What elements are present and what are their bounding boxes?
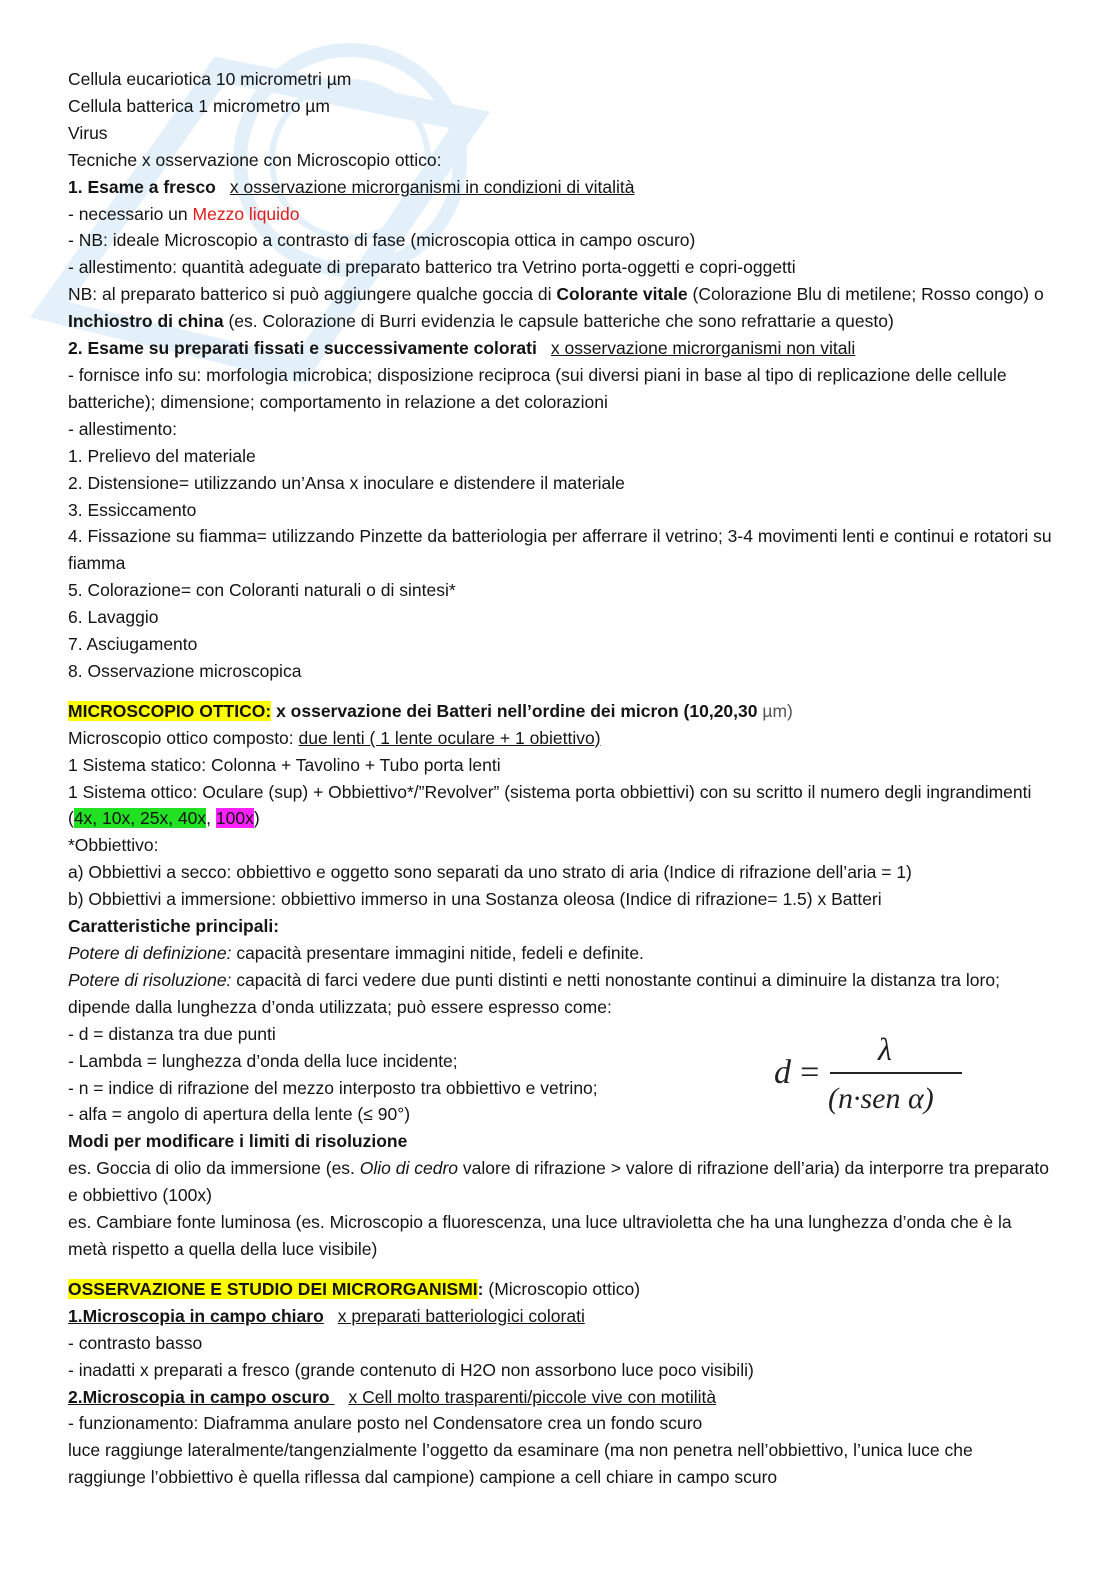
subheading-modi: Modi per modificare i limiti di risoluzione: [68, 1131, 408, 1152]
section-heading-esame-fissati: [68, 335, 1053, 362]
list-item: 1. Prelievo del materiale: [68, 445, 256, 466]
subheading-caratteristiche: Caratteristiche principali:: [68, 916, 280, 937]
text-fragment: valore di rifrazione > valore di rifrazione dell’aria) da interporre tra preparato e obbiettivo (100x): [68, 1158, 1049, 1206]
text-line: Tecniche x osservazione con Microscopio ottico:: [68, 149, 442, 170]
list-item: - d = distanza tra due punti: [68, 1023, 276, 1044]
text-paragraph: es. Cambiare fonte luminosa (es. Microscopio a fluorescenza, una luce ultravioletta che ha una lunghezza d’onda che è la metà rispetto a quella della luce visibile): [68, 1212, 1012, 1259]
highlighted-magnifications: 4x, 10x, 25x, 40x: [73, 808, 207, 829]
heading-subtitle: x osservazione dei Batteri nell’ordine dei micron (10,20,30: [271, 700, 763, 721]
formula-denominator: (n·sen α): [828, 1082, 934, 1115]
list-item: 6. Lavaggio: [68, 607, 159, 628]
underlined-term: due lenti ( 1 lente oculare + 1 obiettivo): [298, 727, 601, 748]
text-paragraph: [68, 779, 1053, 833]
heading-subtitle: x osservazione microrganismi in condizioni di vitalità: [229, 176, 635, 197]
highlighted-magnification-100x: 100x: [215, 808, 254, 829]
text-paragraph: [68, 281, 1053, 335]
text-fragment: capacità di farci vedere due punti distinti e netti nonostante continui a diminuire la distanza tra loro; dipende dalla lunghezza d’onda utilizzata; può essere espresso come:: [68, 969, 1000, 1017]
section-heading-esame-fresco: [68, 174, 1053, 201]
unit-text: µm): [762, 700, 793, 721]
document-body: [68, 66, 1053, 1491]
red-term: Mezzo liquido: [192, 203, 300, 224]
subheading-campo-chiaro: [68, 1303, 1053, 1330]
text-line: - allestimento: quantità adeguate di preparato batterico tra Vetrino porta-oggetti e copri-oggetti: [68, 257, 796, 278]
list-item: 3. Essiccamento: [68, 499, 197, 520]
list-item: - Lambda = lunghezza d’onda della luce incidente;: [68, 1050, 458, 1071]
subheading-campo-oscuro: [68, 1384, 1053, 1411]
list-item: - funzionamento: Diaframma anulare posto nel Condensatore crea un fondo scuro: [68, 1413, 703, 1434]
text-paragraph: luce raggiunge lateralmente/tangenzialmente l’oggetto da esaminare (ma non penetra nell’obbiettivo, l’unica luce che raggiunge l’obbiettivo è quella riflessa dal campione) campione a cell chiare in campo scuro: [68, 1440, 973, 1488]
bold-term: Inchiostro di china: [68, 311, 224, 332]
text-fragment: capacità presentare immagini nitide, fedeli e definite.: [231, 943, 644, 963]
formula-numerator: λ: [878, 1031, 892, 1067]
highlighted-heading: MICROSCOPIO OTTICO:: [68, 700, 272, 721]
list-item: - contrasto basso: [68, 1332, 203, 1353]
text-line: [68, 725, 1053, 752]
text-line: - allestimento:: [68, 418, 177, 439]
heading-subtitle: x preparati batteriologici colorati: [337, 1305, 585, 1326]
list-item: 5. Colorazione= con Coloranti naturali o di sintesi*: [68, 580, 456, 601]
text-fragment: (es. Colorazione di Burri evidenzia le capsule batteriche che sono refrattarie a questo): [223, 311, 894, 332]
list-item: - inadatti x preparati a fresco (grande contenuto di H2O non assorbono luce poco visibili): [68, 1359, 754, 1380]
text-fragment: (Colorazione Blu di metilene; Rosso congo) o: [687, 284, 1044, 305]
formula-lhs: d: [774, 1054, 791, 1091]
text-line: b) Obbiettivi a immersione: obbiettivo immerso in una Sostanza oleosa (Indice di rifrazione= 1.5) x Batteri: [68, 889, 882, 910]
resolution-formula: [770, 1028, 970, 1118]
list-item: 2. Distensione= utilizzando un’Ansa x inoculare e distendere il materiale: [68, 472, 625, 493]
formula-equals: =: [798, 1054, 821, 1091]
heading-colon: :: [477, 1278, 489, 1299]
section-heading-osservazione: [68, 1276, 1053, 1303]
highlighted-heading: OSSERVAZIONE E STUDIO DEI MICRORGANISMI: [68, 1278, 478, 1299]
text-fragment: 1 Sistema ottico: Oculare (sup) + Obbiettivo*/”Revolver” (sistema porta obbiettivi) con su scritto il numero degli ingrandimenti (: [68, 781, 1032, 829]
text-fragment: ): [253, 808, 260, 829]
text-fragment: es. Goccia di olio da immersione (es.: [68, 1158, 360, 1179]
list-item: 4. Fissazione su fiamma= utilizzando Pinzette da batteriologia per afferrare il vetrino; 3-4 movimenti lenti e continui e rotatori su fiamma: [68, 526, 1052, 574]
text-line: [68, 201, 1053, 228]
text-fragment: Microscopio ottico composto:: [68, 727, 299, 748]
text-line: - NB: ideale Microscopio a contrasto di fase (microscopia ottica in campo oscuro): [68, 230, 696, 251]
text-fragment: NB: al preparato batterico si può aggiungere qualche goccia di: [68, 284, 557, 305]
heading-subtitle: (Microscopio ottico): [488, 1278, 641, 1299]
heading-subtitle: x Cell molto trasparenti/piccole vive con motilità: [348, 1386, 717, 1407]
section-heading-microscopio: [68, 698, 1053, 725]
heading-text: 2. Esame su preparati fissati e successivamente colorati: [68, 338, 537, 359]
text-paragraph: [68, 967, 1053, 1021]
text-paragraph: [68, 1155, 1053, 1209]
bold-term: Colorante vitale: [556, 284, 688, 305]
text-line: Cellula eucariotica 10 micrometri µm: [68, 69, 352, 89]
text-line: Cellula batterica 1 micrometro µm: [68, 95, 330, 116]
text-fragment: ,: [206, 808, 216, 829]
list-item: - n = indice di rifrazione del mezzo interposto tra obbiettivo e vetrino;: [68, 1077, 598, 1098]
list-item: - alfa = angolo di apertura della lente (≤ 90°): [68, 1104, 411, 1125]
text-paragraph: - fornisce info su: morfologia microbica; disposizione reciproca (sui diversi piani in base al tipo di replicazione delle cellule batteriche); dimensione; comportamento in relazione a det colorazioni: [68, 364, 1007, 412]
heading-text: 2.Microscopia in campo oscuro: [68, 1386, 335, 1407]
italic-term: Potere di definizione:: [68, 943, 232, 963]
text-fragment: - necessario un: [68, 203, 193, 224]
heading-subtitle: x osservazione microrganismi non vitali: [550, 338, 856, 359]
text-line: a) Obbiettivi a secco: obbiettivo e oggetto sono separati da uno strato di aria (Indice di rifrazione dell’aria = 1): [68, 862, 912, 883]
list-item: 8. Osservazione microscopica: [68, 660, 302, 681]
text-line: [68, 940, 1053, 967]
list-item: 7. Asciugamento: [68, 634, 198, 655]
text-line: 1 Sistema statico: Colonna + Tavolino + Tubo porta lenti: [68, 754, 501, 775]
text-line: *Obbiettivo:: [68, 835, 159, 856]
italic-term: Potere di risoluzione:: [68, 969, 232, 990]
heading-text: 1.Microscopia in campo chiaro: [68, 1305, 324, 1326]
heading-text: 1. Esame a fresco: [68, 176, 216, 197]
formula-graphic: [770, 1028, 970, 1118]
italic-term: Olio di cedro: [359, 1158, 459, 1179]
text-line: Virus: [68, 122, 108, 143]
